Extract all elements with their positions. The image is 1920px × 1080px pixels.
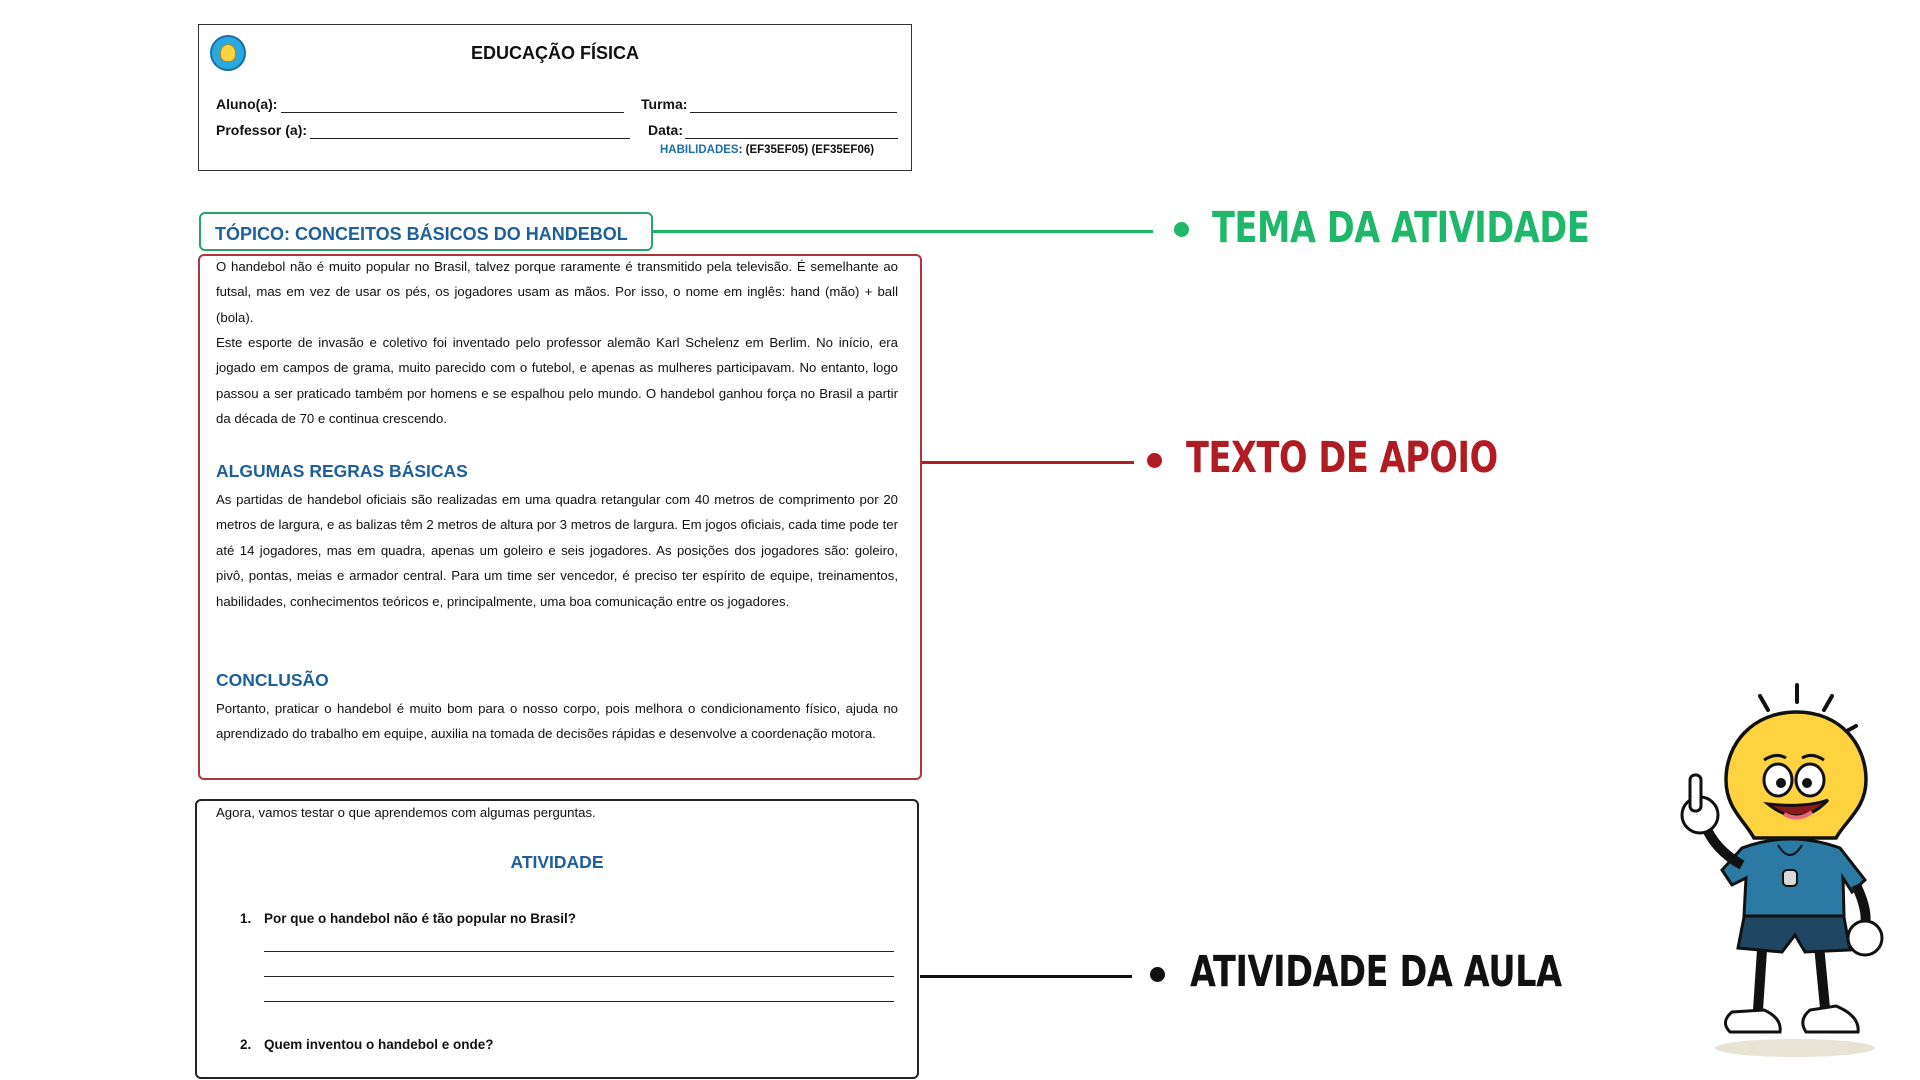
theme-annotation: TEMA DA ATIVIDADE xyxy=(1212,203,1590,253)
conclusion-title: CONCLUSÃO xyxy=(216,670,329,690)
date-line xyxy=(685,138,898,139)
activity-connector-line xyxy=(920,975,1132,978)
activity-title: ATIVIDADE xyxy=(510,852,604,872)
support-connector-line xyxy=(922,461,1134,464)
skills-value: : (EF35EF05) (EF35EF06) xyxy=(738,144,875,156)
intro-paragraph: O handebol não é muito popular no Brasil, talvez porque raramente é transmitido pela televisão. É semelhante ao futsal, mas em vez de usar os pés, os jogadores usam as mãos. Por isso, o nome em inglês: hand (mão) + ball (bola). xyxy=(216,259,898,325)
student-line xyxy=(281,112,624,113)
teacher-line xyxy=(310,138,630,139)
answer-line[interactable] xyxy=(264,1001,894,1002)
conclusion-paragraph: Portanto, praticar o handebol é muito bom para o nosso corpo, pois melhora o condicionamento físico, ajuda no aprendizado do trabalho em equipe, auxilia na tomada de decisões rápidas e desenvolve a coordenação motora. xyxy=(216,701,898,742)
rules-title: ALGUMAS REGRAS BÁSICAS xyxy=(216,461,468,481)
history-paragraph: Este esporte de invasão e coletivo foi inventado pelo professor alemão Karl Schelenz em Berlim. No início, era jogado em campos de grama, muito parecido com o futebol, e apenas as mulheres participavam. No entanto, logo passou a ser praticado também por homens e se espalhou pelo mundo. O handebol ganhou força no Brasil a partir da década de 70 e continua crescendo. xyxy=(216,335,898,427)
class-label: Turma: xyxy=(641,96,688,112)
activity-annotation: ATIVIDADE DA AULA xyxy=(1190,947,1562,997)
date-label: Data: xyxy=(648,122,684,138)
activity-intro: Agora, vamos testar o que aprendemos com algumas perguntas. xyxy=(216,805,596,820)
support-bullet-icon xyxy=(1147,453,1162,468)
question-2-number: 2. xyxy=(240,1037,252,1052)
class-line xyxy=(690,112,897,113)
question-2: Quem inventou o handebol e onde? xyxy=(264,1037,494,1052)
theme-connector-line xyxy=(653,230,1153,233)
document-title: EDUCAÇÃO FÍSICA xyxy=(470,43,639,63)
teacher-label: Professor (a): xyxy=(216,122,308,138)
answer-line[interactable] xyxy=(264,976,894,977)
question-1: Por que o handebol não é tão popular no Brasil? xyxy=(264,911,577,926)
topic-title: TÓPICO: CONCEITOS BÁSICOS DO HANDEBOL xyxy=(215,224,628,244)
lightbulb-mascot-icon xyxy=(1660,680,1910,1060)
student-label: Aluno(a): xyxy=(216,96,278,112)
rules-paragraph: As partidas de handebol oficiais são realizadas em uma quadra retangular com 40 metros de comprimento por 20 metros de largura, e as balizas têm 2 metros de altura por 3 metros de largura. Em jogos oficiais, cada time pode ter até 14 jogadores, mas em quadra, apenas um goleiro e seis jogadores. As posições dos jogadores são: goleiro, pivô, pontas, meias e armador central. Para um time ser vencedor, é preciso ter espírito de equipe, treinamentos, habilidades, conhecimentos teóricos e, principalmente, uma boa comunicação entre os jogadores. xyxy=(216,492,898,609)
question-1-number: 1. xyxy=(240,911,252,926)
theme-bullet-icon xyxy=(1174,222,1189,237)
answer-line[interactable] xyxy=(264,951,894,952)
support-annotation: TEXTO DE APOIO xyxy=(1186,433,1498,483)
skills-line xyxy=(660,144,874,156)
activity-bullet-icon xyxy=(1150,967,1165,982)
skills-label: HABILIDADES xyxy=(660,144,739,156)
